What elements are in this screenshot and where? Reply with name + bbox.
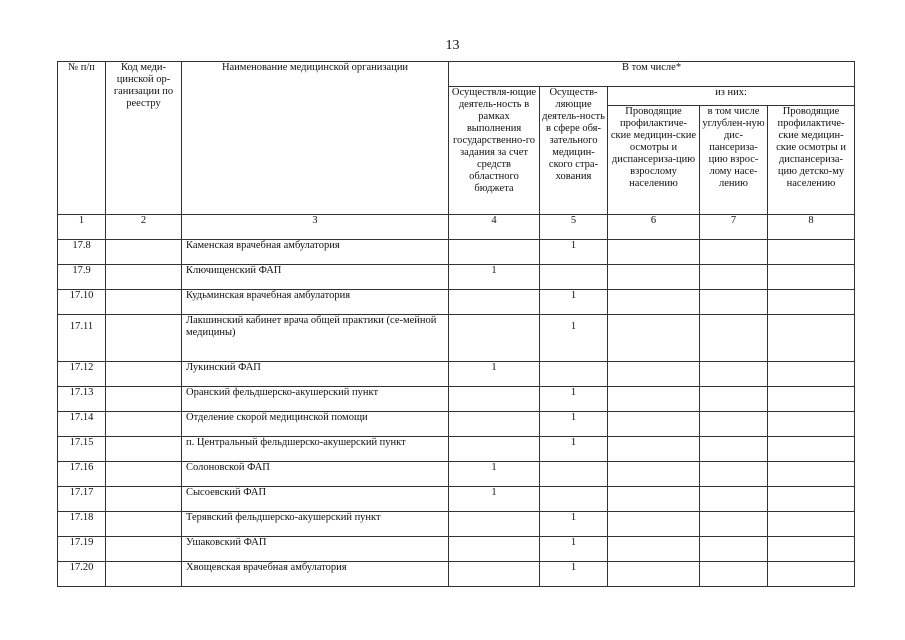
- table-row: [58, 512, 855, 537]
- in-depth-checkups-cell: [700, 315, 768, 362]
- table-row: [58, 265, 855, 290]
- in-depth-checkups-cell: [700, 512, 768, 537]
- header-registry-code: Код меди-цинской ор-ганизации по реестру: [106, 62, 182, 215]
- compulsory-insurance-cell: 1: [540, 562, 608, 587]
- table-row: [58, 487, 855, 512]
- registry-code-cell: [106, 362, 182, 387]
- organization-name-cell: Хвощевская врачебная амбулатория: [182, 562, 449, 587]
- registry-code-cell: [106, 315, 182, 362]
- organization-name-cell: Кудьминская врачебная амбулатория: [182, 290, 449, 315]
- state-assignment-cell: [449, 240, 540, 265]
- child-checkups-cell: [768, 412, 855, 437]
- organization-name-cell: Терявский фельдшерско-акушерский пункт: [182, 512, 449, 537]
- row-number-cell: 17.15: [58, 437, 106, 462]
- organization-name-cell: Оранский фельдшерско-акушерский пункт: [182, 387, 449, 412]
- registry-code-cell: [106, 462, 182, 487]
- row-number-cell: 17.16: [58, 462, 106, 487]
- compulsory-insurance-cell: 1: [540, 290, 608, 315]
- adult-checkups-cell: [608, 290, 700, 315]
- header-compulsory-insurance: Осуществ-ляющие деятель-ность в сфере обя-зательного медицин-ского стра-хования: [540, 87, 608, 215]
- state-assignment-cell: [449, 562, 540, 587]
- in-depth-checkups-cell: [700, 462, 768, 487]
- row-number-cell: 17.20: [58, 562, 106, 587]
- organization-name-cell: Каменская врачебная амбулатория: [182, 240, 449, 265]
- row-number-cell: 17.12: [58, 362, 106, 387]
- child-checkups-cell: [768, 362, 855, 387]
- row-number-cell: 17.13: [58, 387, 106, 412]
- registry-code-cell: [106, 290, 182, 315]
- adult-checkups-cell: [608, 412, 700, 437]
- registry-code-cell: [106, 537, 182, 562]
- child-checkups-cell: [768, 537, 855, 562]
- child-checkups-cell: [768, 462, 855, 487]
- in-depth-checkups-cell: [700, 265, 768, 290]
- state-assignment-cell: 1: [449, 462, 540, 487]
- state-assignment-cell: [449, 437, 540, 462]
- table-row: [58, 290, 855, 315]
- table-row: [58, 462, 855, 487]
- compulsory-insurance-cell: 1: [540, 240, 608, 265]
- registry-code-cell: [106, 437, 182, 462]
- in-depth-checkups-cell: [700, 562, 768, 587]
- state-assignment-cell: [449, 537, 540, 562]
- registry-code-cell: [106, 387, 182, 412]
- organization-name-cell: п. Центральный фельдшерско-акушерский пункт: [182, 437, 449, 462]
- state-assignment-cell: [449, 412, 540, 437]
- state-assignment-cell: 1: [449, 487, 540, 512]
- header-organization-name: Наименование медицинской организации: [182, 62, 449, 215]
- table-row: [58, 412, 855, 437]
- row-number-cell: 17.19: [58, 537, 106, 562]
- adult-checkups-cell: [608, 562, 700, 587]
- child-checkups-cell: [768, 487, 855, 512]
- adult-checkups-cell: [608, 315, 700, 362]
- in-depth-checkups-cell: [700, 387, 768, 412]
- compulsory-insurance-cell: [540, 265, 608, 290]
- adult-checkups-cell: [608, 437, 700, 462]
- row-number-cell: 17.14: [58, 412, 106, 437]
- organization-name-cell: Лакшинский кабинет врача общей практики (се-мейной медицины): [182, 315, 449, 362]
- state-assignment-cell: 1: [449, 265, 540, 290]
- organization-name-cell: Ключищенский ФАП: [182, 265, 449, 290]
- organization-name-cell: Сысоевский ФАП: [182, 487, 449, 512]
- adult-checkups-cell: [608, 487, 700, 512]
- row-number-cell: 17.10: [58, 290, 106, 315]
- in-depth-checkups-cell: [700, 537, 768, 562]
- column-number: 4: [449, 215, 540, 240]
- organization-name-cell: Отделение скорой медицинской помощи: [182, 412, 449, 437]
- column-number-row: [58, 215, 855, 240]
- adult-checkups-cell: [608, 362, 700, 387]
- row-number-cell: 17.8: [58, 240, 106, 265]
- child-checkups-cell: [768, 315, 855, 362]
- compulsory-insurance-cell: 1: [540, 512, 608, 537]
- column-number: 8: [768, 215, 855, 240]
- compulsory-insurance-cell: 1: [540, 412, 608, 437]
- organization-name-cell: Ушаковский ФАП: [182, 537, 449, 562]
- row-number-cell: 17.17: [58, 487, 106, 512]
- adult-checkups-cell: [608, 537, 700, 562]
- registry-code-cell: [106, 512, 182, 537]
- header-row-number: № п/п: [58, 62, 106, 215]
- compulsory-insurance-cell: 1: [540, 437, 608, 462]
- child-checkups-cell: [768, 437, 855, 462]
- table-row: [58, 437, 855, 462]
- table-row: [58, 362, 855, 387]
- in-depth-checkups-cell: [700, 362, 768, 387]
- column-number: 5: [540, 215, 608, 240]
- in-depth-checkups-cell: [700, 487, 768, 512]
- row-number-cell: 17.9: [58, 265, 106, 290]
- registry-code-cell: [106, 240, 182, 265]
- state-assignment-cell: [449, 315, 540, 362]
- organization-name-cell: Солоновской ФАП: [182, 462, 449, 487]
- in-depth-checkups-cell: [700, 412, 768, 437]
- compulsory-insurance-cell: 1: [540, 537, 608, 562]
- compulsory-insurance-cell: [540, 362, 608, 387]
- header-of-them: из них:: [608, 87, 855, 106]
- state-assignment-cell: [449, 387, 540, 412]
- compulsory-insurance-cell: [540, 462, 608, 487]
- child-checkups-cell: [768, 387, 855, 412]
- child-checkups-cell: [768, 512, 855, 537]
- row-number-cell: 17.11: [58, 315, 106, 362]
- adult-checkups-cell: [608, 265, 700, 290]
- in-depth-checkups-cell: [700, 240, 768, 265]
- column-number: 7: [700, 215, 768, 240]
- child-checkups-cell: [768, 265, 855, 290]
- child-checkups-cell: [768, 290, 855, 315]
- child-checkups-cell: [768, 240, 855, 265]
- registry-code-cell: [106, 562, 182, 587]
- page-number: 13: [445, 38, 460, 53]
- header-in-depth-checkups: в том числе углублен-ную дис-пансериза-цию взрос-лому насе-лению: [700, 106, 768, 215]
- registry-code-cell: [106, 487, 182, 512]
- adult-checkups-cell: [608, 387, 700, 412]
- column-number: 3: [182, 215, 449, 240]
- table-row: [58, 537, 855, 562]
- column-number: 6: [608, 215, 700, 240]
- in-depth-checkups-cell: [700, 437, 768, 462]
- compulsory-insurance-cell: 1: [540, 315, 608, 362]
- adult-checkups-cell: [608, 240, 700, 265]
- row-number-cell: 17.18: [58, 512, 106, 537]
- column-number: 2: [106, 215, 182, 240]
- state-assignment-cell: [449, 290, 540, 315]
- adult-checkups-cell: [608, 512, 700, 537]
- header-state-assignment: Осуществля-ющие деятель-ность в рамках выполнения государственно-го задания за счет средств областного бюджета: [449, 87, 540, 215]
- header-child-checkups: Проводящие профилактиче-ские медицин-ские осмотры и диспансериза-цию детско-му населению: [768, 106, 855, 215]
- child-checkups-cell: [768, 562, 855, 587]
- header-including-group: В том числе*: [449, 62, 855, 87]
- registry-code-cell: [106, 265, 182, 290]
- header-adult-checkups: Проводящие профилактиче-ские медицин-ские осмотры и диспансериза-цию взрослому населению: [608, 106, 700, 215]
- compulsory-insurance-cell: 1: [540, 387, 608, 412]
- table-row: [58, 240, 855, 265]
- in-depth-checkups-cell: [700, 290, 768, 315]
- column-number: 1: [58, 215, 106, 240]
- medical-organizations-table: [57, 61, 855, 587]
- organization-name-cell: Лукинский ФАП: [182, 362, 449, 387]
- table-row: [58, 562, 855, 587]
- registry-code-cell: [106, 412, 182, 437]
- table-row: [58, 315, 855, 362]
- compulsory-insurance-cell: [540, 487, 608, 512]
- adult-checkups-cell: [608, 462, 700, 487]
- table-row: [58, 387, 855, 412]
- state-assignment-cell: [449, 512, 540, 537]
- state-assignment-cell: 1: [449, 362, 540, 387]
